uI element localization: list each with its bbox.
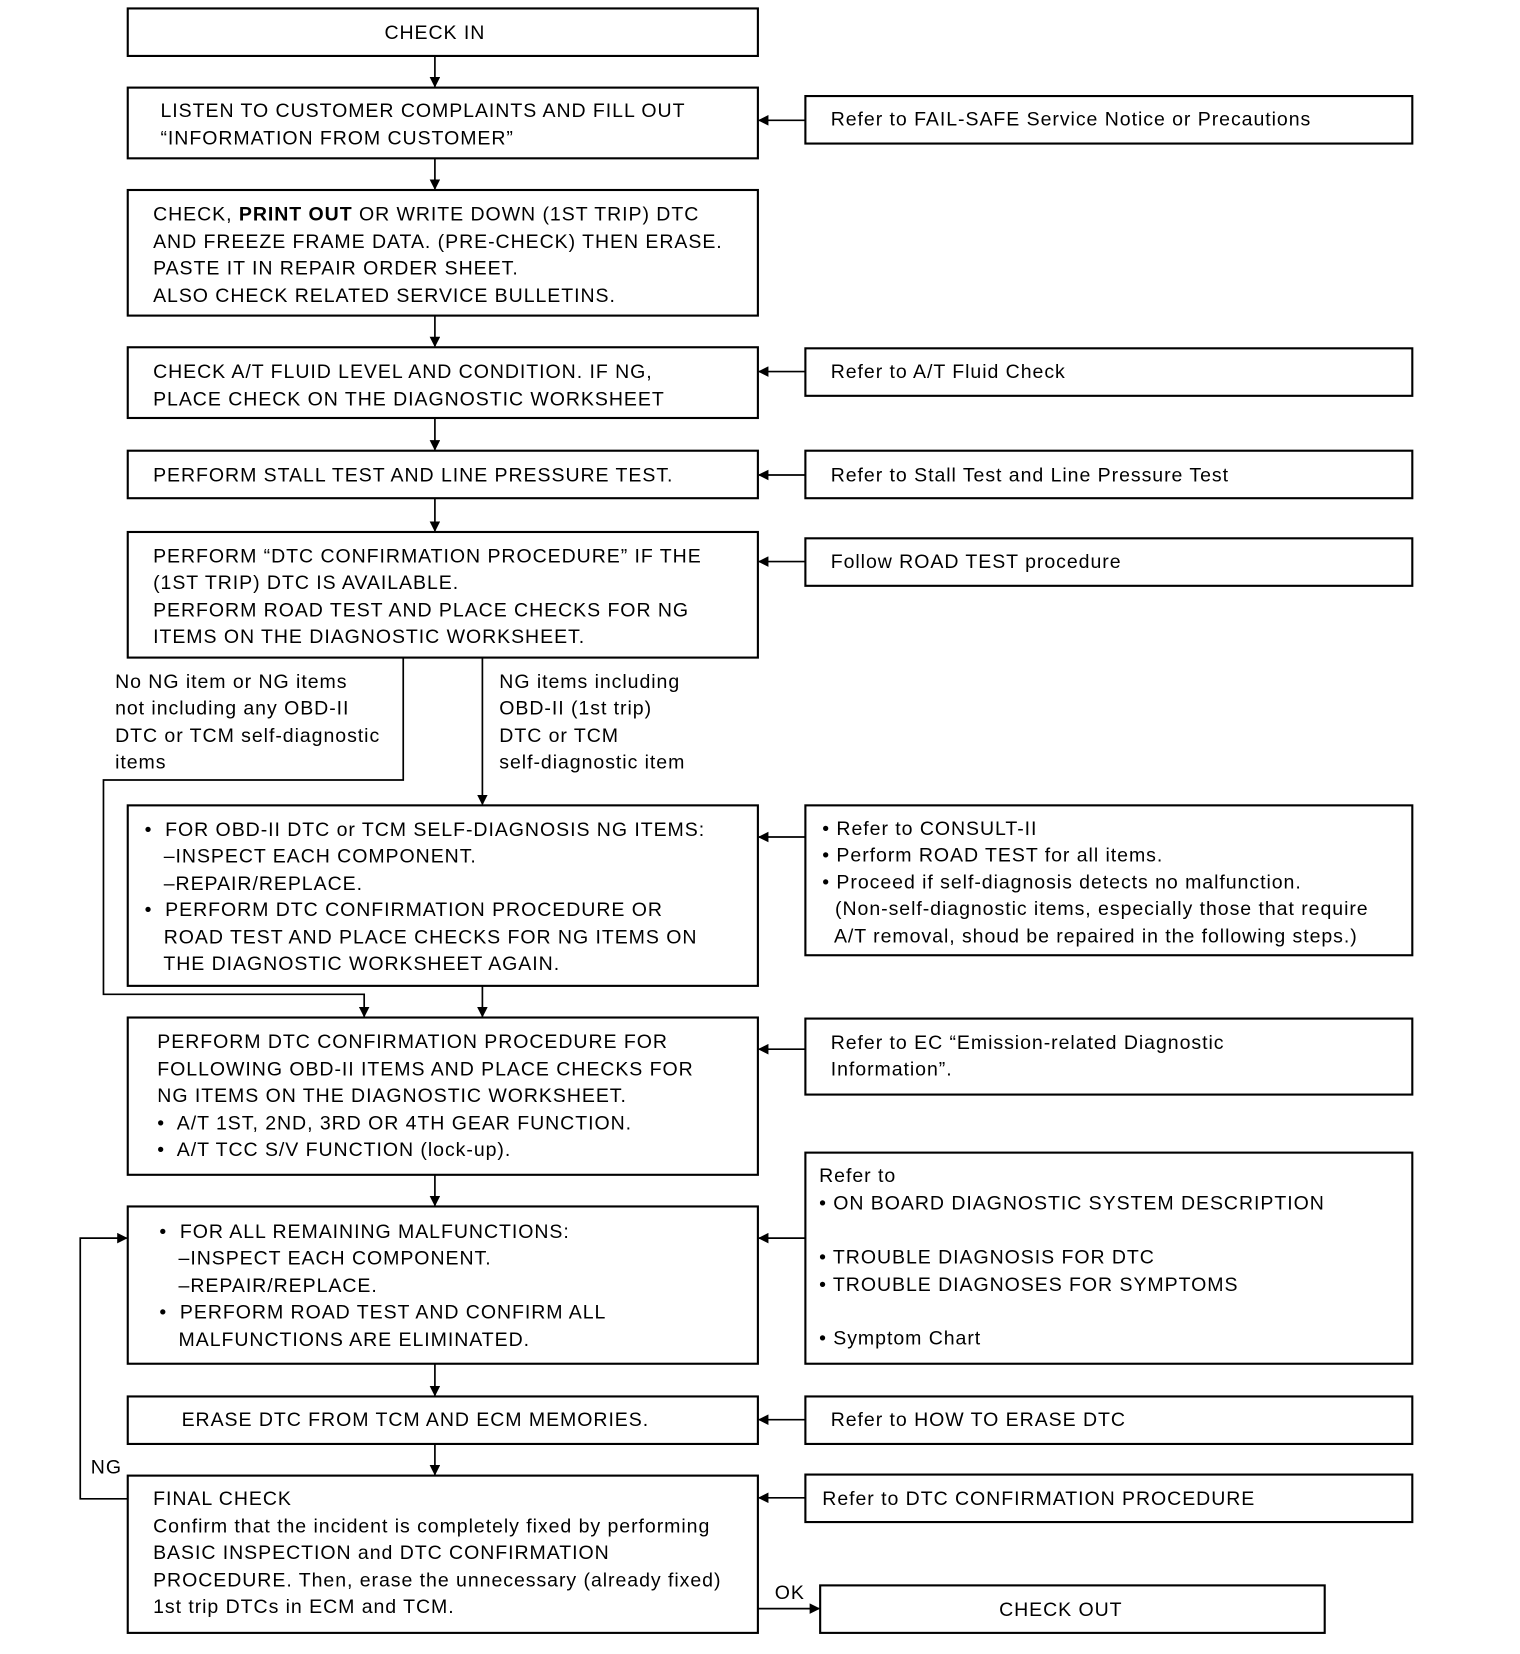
step-text: • A/T TCC S/V FUNCTION (lock-up). — [157, 1138, 512, 1161]
step-text: PERFORM “DTC CONFIRMATION PROCEDURE” IF THE — [153, 545, 702, 568]
step-text: 1st trip DTCs in ECM and TCM. — [153, 1595, 455, 1618]
step-text: CHECK A/T FLUID LEVEL AND CONDITION. IF NG, — [153, 360, 653, 383]
ref-text: A/T removal, shoud be repaired in the following steps.) — [822, 925, 1358, 948]
label-ng: NG — [90, 1456, 122, 1479]
branch-text: DTC or TCM — [499, 725, 620, 748]
ref-text: Refer to — [819, 1165, 897, 1188]
step-erase — [128, 1396, 758, 1443]
ref-text: • Proceed if self-diagnosis detects no malfunction. — [822, 871, 1302, 894]
branch-text: self-diagnostic item — [499, 751, 686, 774]
ref-fail-safe — [805, 96, 1412, 143]
ref-on-board — [805, 1153, 1412, 1364]
step-text: PASTE IT IN REPAIR ORDER SHEET. — [153, 257, 519, 280]
step-check-in — [128, 8, 758, 55]
step-text: PLACE CHECK ON THE DIAGNOSTIC WORKSHEET — [153, 388, 665, 411]
branch-text: No NG item or NG items — [115, 671, 348, 694]
ref-text: Refer to A/T Fluid Check — [830, 360, 1066, 383]
ref-road-test — [805, 538, 1412, 585]
step-text: –INSPECT EACH COMPONENT. — [159, 1247, 492, 1270]
ref-text: • Perform ROAD TEST for all items. — [822, 844, 1164, 867]
ref-text: Refer to EC “Emission-related Diagnostic — [830, 1032, 1225, 1055]
step-text: NG ITEMS ON THE DIAGNOSTIC WORKSHEET. — [157, 1084, 627, 1107]
ref-text: Refer to FAIL-SAFE Service Notice or Precautions — [830, 108, 1312, 131]
step-text: FOLLOWING OBD-II ITEMS AND PLACE CHECKS FOR — [157, 1058, 694, 1081]
step-text: LISTEN TO CUSTOMER COMPLAINTS AND FILL OUT — [160, 100, 686, 123]
step-text-part: CHECK, — [153, 203, 239, 226]
ref-text: • TROUBLE DIAGNOSES FOR SYMPTOMS — [819, 1273, 1239, 1296]
label-ok: OK — [774, 1582, 805, 1605]
step-text: (1ST TRIP) DTC IS AVAILABLE. — [153, 571, 460, 594]
branch-text: not including any OBD-II — [115, 697, 350, 720]
ref-emission — [805, 1019, 1412, 1095]
step-text: PERFORM STALL TEST AND LINE PRESSURE TEST. — [153, 464, 674, 487]
ref-dtc-confirmation — [805, 1475, 1412, 1522]
step-text: AND FREEZE FRAME DATA. (PRE-CHECK) THEN ERASE. — [153, 231, 723, 254]
step-text: ALSO CHECK RELATED SERVICE BULLETINS. — [153, 284, 616, 307]
step-final-check — [128, 1476, 758, 1633]
step-text: ITEMS ON THE DIAGNOSTIC WORKSHEET. — [153, 625, 586, 648]
step-listen — [128, 88, 758, 159]
step-text: PERFORM ROAD TEST AND PLACE CHECKS FOR NG — [153, 599, 690, 622]
step-text: • FOR OBD-II DTC or TCM SELF-DIAGNOSIS NG ITEMS: — [144, 818, 706, 841]
ref-text: Follow ROAD TEST procedure — [830, 550, 1122, 573]
step-text: PROCEDURE. Then, erase the unnecessary (already fixed) — [153, 1569, 722, 1592]
branch-text: DTC or TCM self-diagnostic — [115, 725, 381, 748]
step-text: FINAL CHECK — [153, 1488, 292, 1511]
branch-label-ng-obd — [499, 671, 685, 773]
step-fluid — [128, 347, 758, 418]
branch-text: OBD-II (1st trip) — [499, 697, 653, 720]
step-text: “INFORMATION FROM CUSTOMER” — [160, 127, 514, 150]
step-text: BASIC INSPECTION and DTC CONFIRMATION — [153, 1542, 610, 1565]
step-text: ERASE DTC FROM TCM AND ECM MEMORIES. — [181, 1409, 650, 1432]
step-text-part: OR WRITE DOWN (1ST TRIP) DTC — [352, 203, 700, 226]
step-text: CHECK OUT — [999, 1599, 1123, 1622]
branch-text: NG items including — [499, 671, 681, 694]
ref-text: • TROUBLE DIAGNOSIS FOR DTC — [819, 1246, 1155, 1269]
ref-text: Refer to Stall Test and Line Pressure Test — [830, 464, 1229, 487]
step-text: Confirm that the incident is completely fixed by performing — [153, 1515, 711, 1538]
step-text: MALFUNCTIONS ARE ELIMINATED. — [159, 1328, 531, 1351]
step-text: • FOR ALL REMAINING MALFUNCTIONS: — [159, 1221, 570, 1244]
step-text: • PERFORM ROAD TEST AND CONFIRM ALL — [159, 1301, 607, 1324]
ref-text: Refer to DTC CONFIRMATION PROCEDURE — [822, 1488, 1256, 1511]
step-text: • PERFORM DTC CONFIRMATION PROCEDURE OR — [144, 899, 663, 922]
step-text: –REPAIR/REPLACE. — [159, 1274, 378, 1297]
step-text: PERFORM DTC CONFIRMATION PROCEDURE FOR — [157, 1031, 668, 1054]
ref-stall-test — [805, 451, 1412, 498]
ref-text: • Refer to CONSULT-II — [822, 817, 1038, 840]
ref-consult — [805, 805, 1412, 955]
ref-text: • Symptom Chart — [819, 1327, 982, 1350]
step-check-out — [820, 1585, 1325, 1632]
step-obd-ng — [128, 805, 758, 985]
step-obd-items — [128, 1018, 758, 1175]
step-text: THE DIAGNOSTIC WORKSHEET AGAIN. — [144, 953, 561, 976]
step-text-bold: PRINT OUT — [238, 203, 353, 226]
step-text: ROAD TEST AND PLACE CHECKS FOR NG ITEMS ON — [144, 926, 698, 949]
step-text: –INSPECT EACH COMPONENT. — [144, 845, 477, 868]
step-text: • A/T 1ST, 2ND, 3RD OR 4TH GEAR FUNCTION. — [157, 1112, 633, 1135]
branch-label-no-ng — [115, 671, 380, 773]
ref-text: Information”. — [830, 1058, 953, 1081]
step-remaining — [128, 1206, 758, 1363]
step-text: CHECK IN — [384, 22, 486, 45]
step-stall — [128, 451, 758, 498]
ref-text: • ON BOARD DIAGNOSTIC SYSTEM DESCRIPTION — [819, 1192, 1325, 1215]
step-check-dtc — [128, 190, 758, 316]
step-dtc-confirm — [128, 532, 758, 658]
ref-fluid-check — [805, 348, 1412, 395]
branch-text: items — [115, 751, 167, 774]
step-text — [153, 204, 699, 226]
ref-text: Refer to HOW TO ERASE DTC — [830, 1409, 1126, 1432]
reference-connectors — [759, 120, 805, 1497]
step-text: –REPAIR/REPLACE. — [144, 872, 363, 895]
ref-text: (Non-self-diagnostic items, especially those that require — [822, 898, 1369, 921]
ref-erase-dtc — [805, 1396, 1412, 1443]
